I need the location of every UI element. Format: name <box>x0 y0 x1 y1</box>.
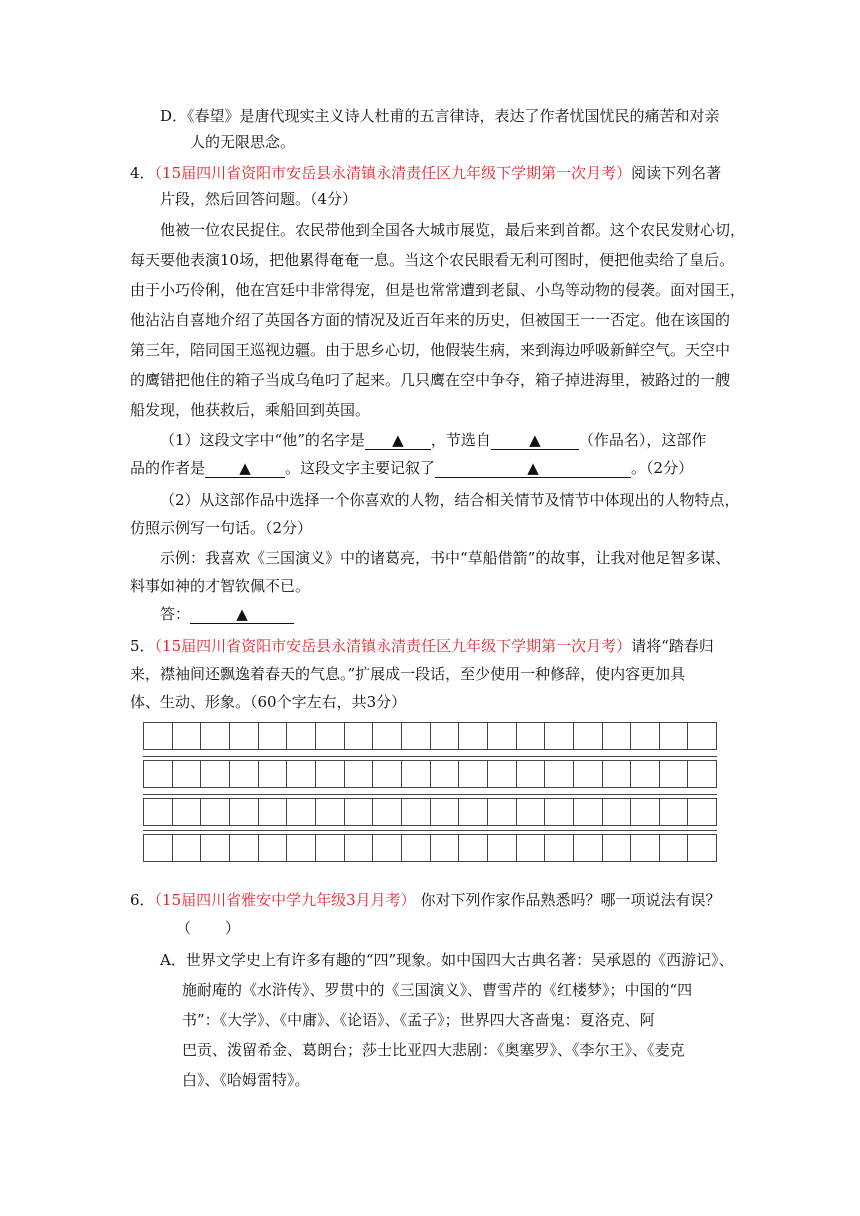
text: （1）这段文字中“他”的名字是 <box>160 431 365 449</box>
grid-row[interactable] <box>143 722 717 750</box>
question-source: （15届四川省资阳市安岳县永清镇永清责任区九年级下学期第一次月考） <box>154 637 632 655</box>
question-number: 5． <box>130 637 155 655</box>
text: 品的作者是 <box>130 459 206 477</box>
grid-row[interactable] <box>143 760 717 788</box>
passage-line: 的鹰错把他住的箱子当成乌龟叼了起来。几只鹰在空中争夺，箱子掉进海里，被路过的一艘 <box>130 371 731 389</box>
option-text: 《春望》是唐代现实主义诗人杜甫的五言律诗，表达了作者忧国忧民的痛苦和对亲 <box>187 107 720 125</box>
question-number: 6． <box>130 891 155 909</box>
answer-blank[interactable] <box>365 432 431 450</box>
grid-separator <box>143 794 717 795</box>
q6-option-a-line1 <box>160 950 734 970</box>
q4-header <box>130 163 721 183</box>
q4-sub2-line2: 仿照示例写一句话。（2分） <box>130 519 313 537</box>
text: 。（2分） <box>631 459 694 477</box>
q4-example-line2: 料事如神的才智钦佩不已。 <box>130 577 311 595</box>
passage-line: 第三年，陪同国王巡视边疆。由于思乡心切，他假装生病，来到海边呼吸新鲜空气。天空中 <box>130 341 731 359</box>
q4-answer <box>160 604 294 624</box>
grid-row[interactable] <box>143 798 717 826</box>
q6-option-a-line: 巴贡、泼留希金、葛朗台；莎士比亚四大悲剧：《奥塞罗》、《李尔王》、《麦克 <box>182 1041 685 1059</box>
text: 。这段文字主要记叙了 <box>285 459 436 477</box>
answer-blank[interactable] <box>205 460 285 478</box>
passage-line: 船发现，他获救后，乘船回到英国。 <box>130 401 371 419</box>
option-label: D． <box>160 107 188 125</box>
q4-prompt-line2: 片段，然后回答问题。（4分） <box>160 190 358 208</box>
triangle-marker-icon: ▲ <box>529 431 541 449</box>
text: ，节选自 <box>430 431 491 449</box>
grid-row[interactable] <box>143 834 717 862</box>
q4-sub1-line1 <box>160 430 706 450</box>
q6-option-a-line: 施耐庵的《水浒传》、罗贯中的《三国演义》、曹雪芹的《红楼梦》；中国的“四 <box>182 981 693 999</box>
question-source: （15届四川省雅安中学九年级3月月考） <box>154 891 416 909</box>
q3-option-d-line1 <box>160 106 720 126</box>
question-prompt: 请将“踏春归 <box>631 637 714 655</box>
triangle-marker-icon: ▲ <box>527 459 539 477</box>
triangle-marker-icon: ▲ <box>239 459 251 477</box>
passage-line: 每天要他表演10场，把他累得奄奄一息。当这个农民眼看无利可图时，便把他卖给了皇后。 <box>130 251 735 269</box>
triangle-marker-icon: ▲ <box>236 605 248 623</box>
passage-line: 由于小巧伶俐，他在宫廷中非常得宠，但是也常常遭到老鼠、小鸟等动物的侵袭。面对国王， <box>130 281 746 299</box>
grid-separator <box>143 756 717 757</box>
question-prompt: 你对下列作家作品熟悉吗？哪一项说法有误？ <box>420 891 721 909</box>
q4-sub2-line1: （2）从这部作品中选择一个你喜欢的人物，结合相关情节及情节中体现出的人物特点， <box>160 491 740 509</box>
option-label: A． <box>160 951 186 969</box>
passage-line: 他被一位农民捉住。农民带他到全国各大城市展览，最后来到首都。这个农民发财心切， <box>160 221 746 239</box>
answer-blank[interactable] <box>435 460 631 478</box>
q4-sub1-line2 <box>130 458 693 478</box>
question-prompt: 阅读下列名著 <box>631 164 722 182</box>
answer-blank[interactable] <box>190 606 294 624</box>
q5-header <box>130 636 714 656</box>
q6-option-a-line: 书”：《大学》、《中庸》、《论语》、《孟子》；世界四大吝啬鬼：夏洛克、阿 <box>182 1011 655 1029</box>
paren-close: ） <box>225 919 241 937</box>
answer-blank[interactable] <box>491 432 579 450</box>
q6-header <box>130 890 720 910</box>
question-source: （15届四川省资阳市安岳县永清镇永清责任区九年级下学期第一次月考） <box>154 164 632 182</box>
answer-label: 答： <box>160 605 191 623</box>
option-text: 世界文学史上有许多有趣的“四”现象。如中国四大古典名著：吴承恩的《西游记》、 <box>185 951 734 969</box>
q6-option-a-line: 白》、《哈姆雷特》。 <box>182 1071 310 1089</box>
q5-line3: 体、生动、形象。（60个字左右，共3分） <box>130 693 407 711</box>
triangle-marker-icon: ▲ <box>392 431 404 449</box>
paren-open: （ <box>176 919 192 937</box>
q6-answer-paren[interactable] <box>176 918 240 938</box>
grid-separator <box>143 830 717 831</box>
text: （作品名），这部作 <box>578 431 707 449</box>
q4-example-line1: 示例：我喜欢《三国演义》中的诸葛亮，书中“草船借箭”的故事，让我对他足智多谋、 <box>160 549 731 567</box>
q3-option-d-line2: 人的无限思念。 <box>190 133 296 151</box>
passage-line: 他沾沾自喜地介绍了英国各方面的情况及近百年来的历史，但被国王一一否定。他在该国的 <box>130 311 731 329</box>
question-number: 4． <box>130 164 155 182</box>
q5-line2: 来，襟袖间还飘逸着春天的气息。”扩展成一段话，至少使用一种修辞，使内容更加具 <box>130 665 686 683</box>
